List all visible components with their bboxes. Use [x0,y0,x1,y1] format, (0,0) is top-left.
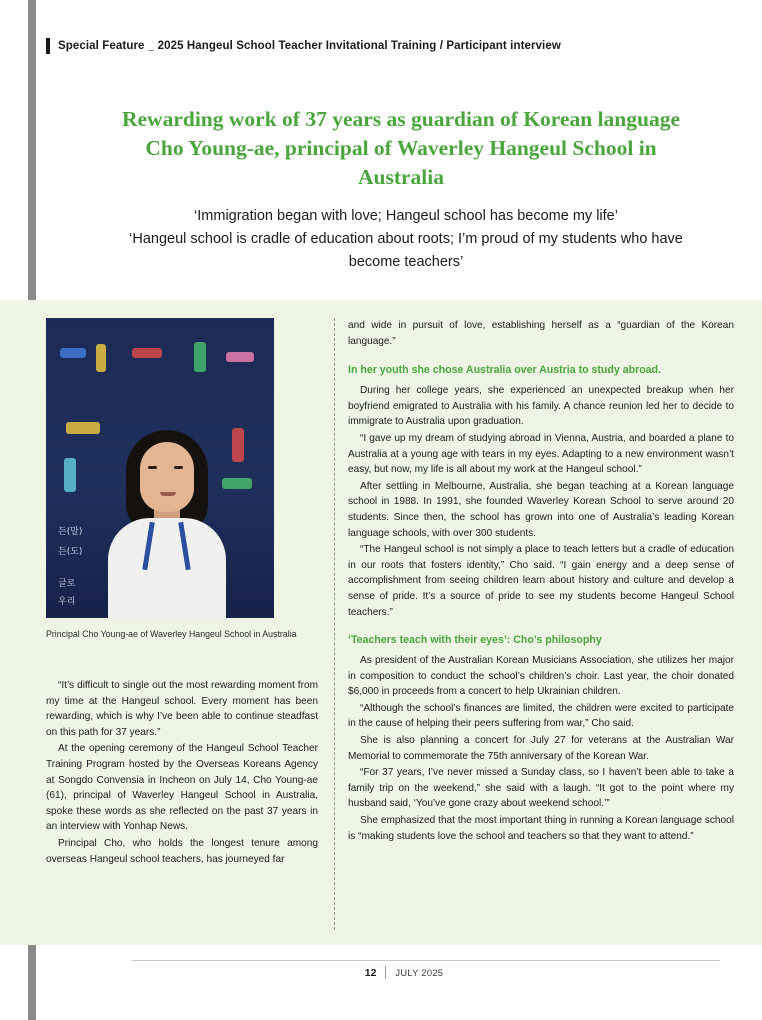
issue-date: JULY 2025 [395,967,444,978]
footer-separator [385,966,386,979]
portrait-figure [102,422,230,618]
paragraph: She is also planning a concert for July 27 for veterans at the Australian War Memorial to commemorate the 75th anniversary of the Korean War. [348,735,734,762]
paragraph: “The Hangeul school is not simply a place to teach letters but a cradle of education in our roots that fosters identity,” Cho said. “I gain energy and a deep sense of accomplishment from seeing children learn about history and culture and develop a sense of pride. It’s a source of pride to see my students become Hangeul School teachers.” [348,544,734,618]
breadcrumb [46,38,726,54]
paragraph: At the opening ceremony of the Hangeul School Teacher Training Program hosted by the Overseas Koreans Agency at Songdo Convensia in Incheon on July 14, Cho Young-ae (61), principal of Waverley Hangeul School in Australia, spoke these words as she reflected on the past 37 years in an interview with Yonhap News. [46,743,318,833]
backdrop-shape [64,458,76,492]
backdrop-text: 든(말) [58,527,83,537]
headline-line-1: Rewarding work of 37 years as guardian of Korean language [121,107,680,131]
photo-caption: Principal Cho Young-ae of Waverley Hangeul School in Australia [46,629,297,639]
paragraph: “For 37 years, I’ve never missed a Sunday class, so I haven’t been able to take a family trip on the weekend,” she said with a laugh. “It got to the point where my husband said, ‘You’ve gone crazy about weekend school.’” [348,767,734,810]
paragraph: “I gave up my dream of studying abroad in Vienna, Austria, and boarded a plane to Australia at a young age with tears in my eyes. Adapting to a new environment wasn’t easy, but now, my life is all about my work at the Hangeul school.” [348,432,734,476]
paragraph: Principal Cho, who holds the longest tenure among overseas Hangeul school teachers, has journeyed far [46,837,318,865]
paragraph: As president of the Australian Korean Musicians Association, she utilizes her major in composition to conduct the school’s children’s choir. Last year, the choir donated $6,000 in proceeds from a concert to help Ukrainian children. [348,655,734,698]
figure-face [140,442,194,512]
right-column [348,318,734,844]
column-divider [334,318,335,930]
page-title [56,105,746,192]
backdrop-shape [132,348,162,358]
kicker-text: Special Feature _ 2025 Hangeul School Teacher Invitational Training / Participant interview [58,40,561,52]
left-column [46,318,318,867]
figure-eye [148,466,157,469]
backdrop-shape [60,348,86,358]
page-footer [46,966,762,979]
figure-eye [174,466,183,469]
figure-mouth [160,492,176,496]
magazine-page [46,0,762,1020]
section-heading: ‘Teachers teach with their eyes’: Cho’s philosophy [348,634,602,647]
footer-rule [132,960,720,961]
headline-line-3: Australia [358,165,444,189]
paragraph: and wide in pursuit of love, establishing herself as a “guardian of the Korean language.” [348,320,734,347]
left-column-text [46,678,318,867]
backdrop-shape [66,422,100,434]
backdrop-shape [194,342,206,372]
kicker-rule [46,38,50,54]
principal-portrait [46,318,274,618]
paragraph: “Although the school’s finances are limited, the children were excited to participate in the cause of helping their peers suffering from war,” Cho said. [348,702,734,730]
backdrop-shape [226,352,254,362]
subheadline-line-1: ‘Immigration began with love; Hangeul school has become my life’ [194,208,618,224]
paragraph: After settling in Melbourne, Australia, she began teaching at a Korean language school in 1988. In 1991, she founded Waverley Korean School to serve around 20 students. Since then, the school has grown into one of Australia’s leading Korean language schools, with over 300 students. [348,480,734,539]
paragraph: “It’s difficult to single out the most rewarding moment from my time at the Hangeul school. Every moment has been rewarding, which is why I’ve been able to continue steadfast on this path for 37 years.” [46,680,318,738]
article-body [46,300,762,945]
figure-torso [108,518,226,618]
subheadline [86,205,726,274]
paragraph: During her college years, she experienced an unexpected breakup when her boyfriend emigrated to Australia with his family. A chance reunion led her to decide to immigrate to Australia upon graduation. [348,385,734,428]
page-number: 12 [364,966,377,979]
section-heading: In her youth she chose Australia over Austria to study abroad. [348,364,661,377]
backdrop-text: 우리 [58,597,76,607]
backdrop-text: 글로 [58,579,76,589]
backdrop-text: 든(도) [58,547,83,557]
headline-line-2: Cho Young-ae, principal of Waverley Hangeul School in [145,136,657,160]
backdrop-shape [232,428,244,462]
paragraph: She emphasized that the most important thing in running a Korean language school is “making students love the school and teachers so that they want to attend.” [348,815,734,842]
subheadline-line-3: become teachers’ [348,254,464,270]
subheadline-line-2: ‘Hangeul school is cradle of education about roots; I’m proud of my students who have [129,231,683,247]
backdrop-shape [96,344,106,372]
